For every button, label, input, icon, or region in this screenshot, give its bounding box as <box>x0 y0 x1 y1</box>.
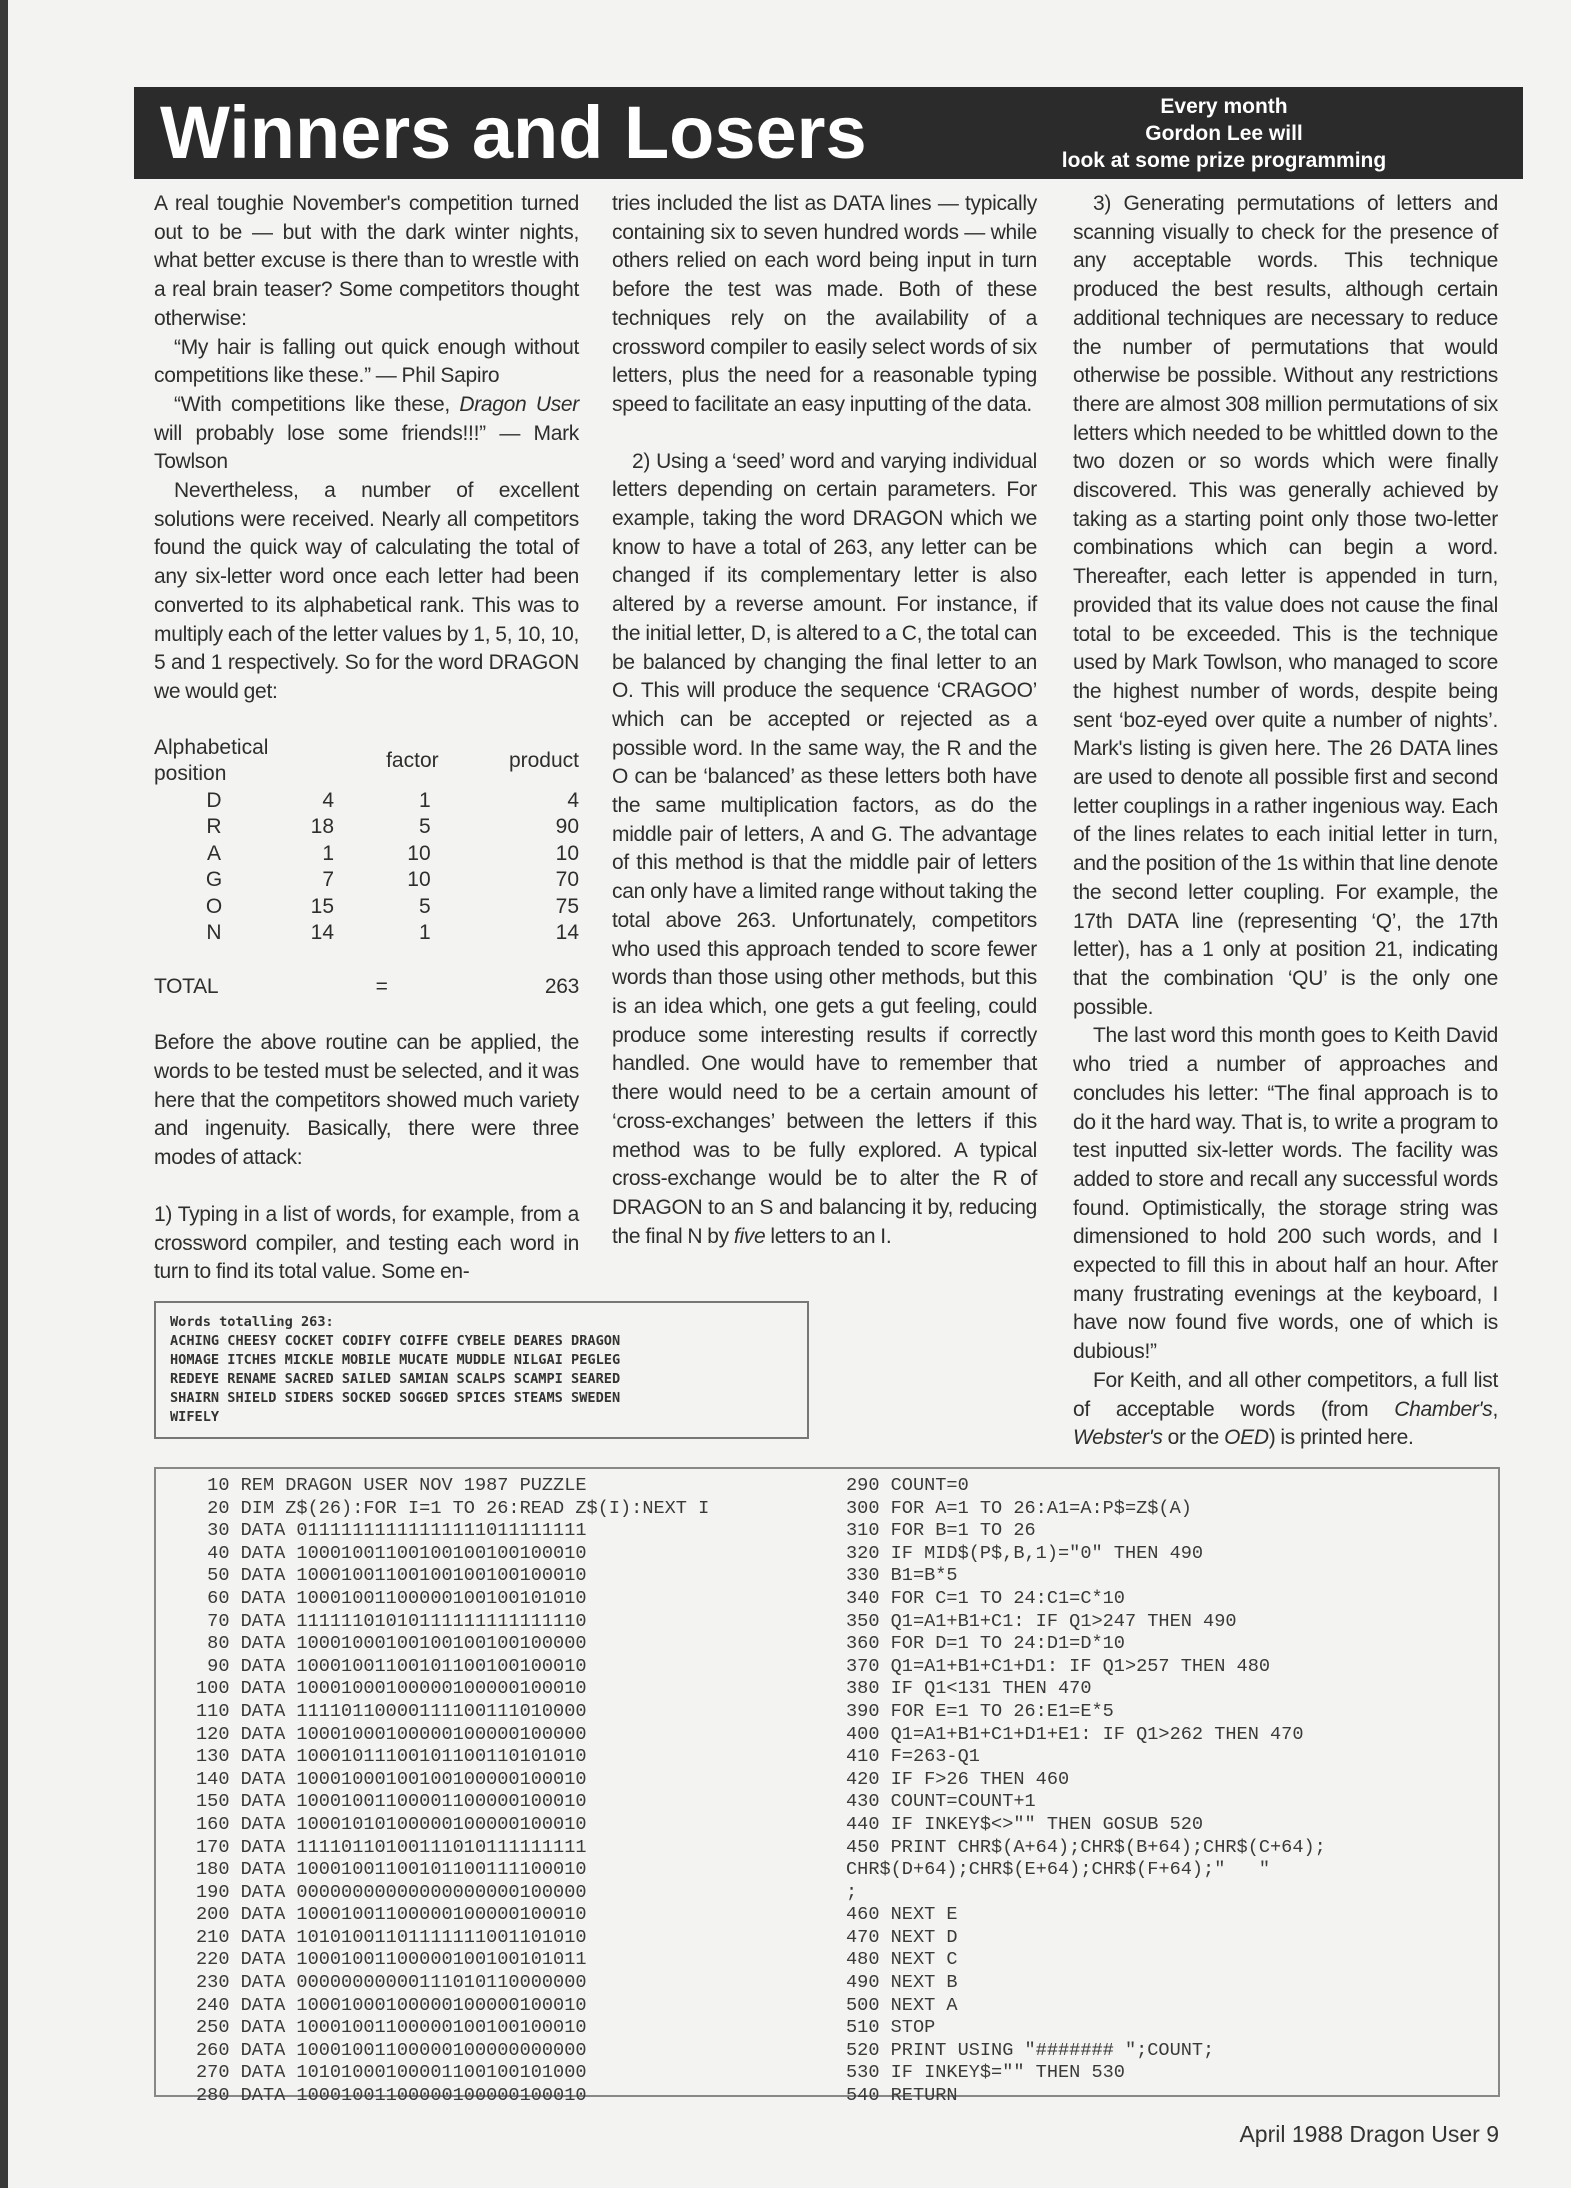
table-cell: 7 <box>322 868 334 892</box>
code-line: 200 DATA 10001001100000100000100010 <box>196 1904 587 1926</box>
paragraph <box>154 391 579 477</box>
code-line: 120 DATA 10001000100000100000100000 <box>196 1723 587 1745</box>
text-run: letters to an I. <box>765 1224 892 1248</box>
table-cell: 4 <box>567 788 579 812</box>
table-cell: G <box>205 868 223 892</box>
text-run: , <box>1492 1397 1498 1421</box>
code-line: 190 DATA 00000000000000000000100000 <box>196 1881 587 1903</box>
italic-text: Webster's <box>1073 1426 1163 1450</box>
text-column-3 <box>1073 190 1498 1453</box>
table-row <box>154 867 579 894</box>
table-cell: R <box>206 815 222 839</box>
code-line: 90 DATA 10001001100101100100100010 <box>196 1655 587 1677</box>
code-line: 170 DATA 11110110100111010111111111 <box>196 1836 587 1858</box>
table-cell: 75 <box>555 894 579 918</box>
table-row <box>154 788 579 815</box>
code-line: 400 Q1=A1+B1+C1+D1+E1: IF Q1>262 THEN 470 <box>846 1723 1304 1745</box>
paragraph <box>1073 1367 1498 1453</box>
table-cell: 10 <box>407 841 431 865</box>
code-line: 530 IF INKEY$="" THEN 530 <box>846 2062 1125 2084</box>
paragraph <box>1073 1022 1498 1366</box>
table-cell: 15 <box>310 894 334 918</box>
paragraph <box>154 1029 579 1173</box>
words-totalling-box <box>154 1301 809 1439</box>
text-run: ) is printed here. <box>1268 1426 1414 1450</box>
code-line: 130 DATA 10001011100101100110101010 <box>196 1746 587 1768</box>
code-line: 520 PRINT USING "####### ";COUNT; <box>846 2039 1215 2061</box>
article-header <box>134 87 1523 179</box>
paragraph <box>154 334 579 391</box>
code-line: 330 B1=B*5 <box>846 1565 958 1587</box>
code-line: 440 IF INKEY$<>"" THEN GOSUB 520 <box>846 1813 1204 1835</box>
text-run: Nevertheless, a number of excellent solutions were received. Nearly all competitors found the quick way of calculating the total of any six-letter word once each letter had been converted to its alphabetical rank. This was to multiply each of the letter values by 1, 5, 10, 10, 5 and 1 respectively. So for the word DRAGON we would get: <box>154 479 579 703</box>
code-line: 30 DATA 01111111111111111011111111 <box>196 1520 587 1542</box>
code-line: 500 NEXT A <box>846 1994 958 2016</box>
code-line: 150 DATA 10001001100001100000100010 <box>196 1791 587 1813</box>
listing-right-column <box>846 1475 1326 2108</box>
table-row <box>154 894 579 921</box>
code-line: 510 STOP <box>846 2017 936 2039</box>
table-cell: 10 <box>407 868 431 892</box>
code-line: 460 NEXT E <box>846 1904 958 1926</box>
word-list-line: WIFELY <box>170 1409 220 1425</box>
code-line: 230 DATA 00000000000111010110000000 <box>196 1972 587 1994</box>
text-run: tries included the list as DATA lines — typically containing six to seven hundred words — while others relied on each word being input in turn before the test was made. Both of these techniques rely on the availability of a crossword compiler to easily select words of six letters, plus the need for a reasonable typing speed to facilitate an easy inputting of the data. <box>612 192 1037 416</box>
italic-text: Chamber's <box>1394 1397 1493 1421</box>
table-cell: 14 <box>310 921 334 945</box>
program-listing <box>154 1467 1500 2107</box>
code-line: 20 DIM Z$(26):FOR I=1 TO 26:READ Z$(I):NEXT I <box>196 1497 710 1519</box>
article-subtitle <box>1034 93 1414 174</box>
text-run: will probably lose some friends!!!” — Mark Towlson <box>154 421 579 474</box>
header-product: product <box>508 748 579 772</box>
code-line: 280 DATA 10001001100000100000100010 <box>196 2085 587 2107</box>
code-line: 180 DATA 10001001100101100111100010 <box>196 1859 587 1881</box>
table-cell: 14 <box>555 921 579 945</box>
table-row <box>154 814 579 841</box>
code-line: 70 DATA 11111101010111111111111110 <box>196 1610 587 1632</box>
text-run: For Keith, and all other competitors, a full list of acceptable words (from <box>1073 1368 1498 1421</box>
text-run: 2) Using a ‘seed’ word and varying individual letters depending on certain parameters. For example, taking the word DRAGON which we know to have a total of 263, any letter can be changed if its complementary letter is also altered by a reverse amount. For instance, if the initial letter, D, is altered to a C, the total can be balanced by changing the final letter to an O. This will produce the sequence ‘CRAGOO’ which can be accepted or rejected as a possible word. In the same way, the R and the O can be ‘balanced’ as these letters both have the same multiplication factors, as do the middle pair of letters, A and G. The advantage of this method is that the middle pair of letters can only have a limited range without taking the total above 263. Unfortunately, competitors who used this approach tended to score fewer words than those using other methods, but this is an idea which, one gets a gut feeling, could produce some interesting results if correctly handled. One would have to remember that there would need to be a certain amount of ‘cross-exchanges’ between the letters if this method was to be fully explored. A typical cross-exchange would be to alter the R of DRAGON to an S and balancing it by, reducing the final N by <box>612 449 1037 1248</box>
text-run: or the <box>1162 1426 1225 1450</box>
page-gutter <box>0 0 8 2188</box>
code-line: 490 NEXT B <box>846 1972 958 1994</box>
code-line: 140 DATA 10001000100100100000100010 <box>196 1768 587 1790</box>
code-line: 350 Q1=A1+B1+C1: IF Q1>247 THEN 490 <box>846 1610 1237 1632</box>
table-header-row <box>154 735 579 788</box>
words-heading: Words totalling 263: <box>170 1314 334 1330</box>
code-line: 540 RETURN <box>846 2085 958 2107</box>
code-line: 160 DATA 10001010100000100000100010 <box>196 1813 587 1835</box>
table-cell: A <box>206 841 221 865</box>
code-line: 250 DATA 10001001100000100100100010 <box>196 2017 587 2039</box>
code-line: 360 FOR D=1 TO 24:D1=D*10 <box>846 1633 1125 1655</box>
code-line: 220 DATA 10001001100000100100101011 <box>196 1949 587 1971</box>
code-line: 370 Q1=A1+B1+C1+D1: IF Q1>257 THEN 480 <box>846 1655 1271 1677</box>
text-run: A real toughie November's competition turned out to be — but with the dark winter nights, what better excuse is there than to wrestle with a real brain teaser? Some competitors thought otherwise: <box>154 192 579 330</box>
code-line: 480 NEXT C <box>846 1949 958 1971</box>
text-column-2 <box>612 190 1037 1251</box>
paragraph <box>154 190 579 334</box>
code-line: 50 DATA 10001001100100100100100010 <box>196 1565 587 1587</box>
code-line: 390 FOR E=1 TO 26:E1=E*5 <box>846 1700 1114 1722</box>
paragraph <box>154 477 579 707</box>
table-cell: 4 <box>322 788 334 812</box>
code-line: 470 NEXT D <box>846 1926 958 1948</box>
paragraph <box>612 190 1037 420</box>
table-cell: D <box>206 788 222 812</box>
total-row <box>154 973 579 1002</box>
code-line: ; <box>846 1881 858 1903</box>
code-line: 210 DATA 10101001101111111001101010 <box>196 1926 587 1948</box>
code-line: 320 IF MID$(P$,B,1)="0" THEN 490 <box>846 1542 1204 1564</box>
paragraph <box>1073 190 1498 1022</box>
table-cell: N <box>206 921 222 945</box>
table-cell: 18 <box>310 815 334 839</box>
header-position: Alphabetical position <box>154 735 269 786</box>
code-line: 240 DATA 10001000100000100000100010 <box>196 1994 587 2016</box>
code-line: 290 COUNT=0 <box>846 1475 969 1496</box>
table-row <box>154 920 579 947</box>
table-cell: 1 <box>418 788 431 812</box>
code-line: 450 PRINT CHR$(A+64);CHR$(B+64);CHR$(C+64); <box>846 1836 1326 1858</box>
total-label: TOTAL <box>154 974 219 998</box>
text-column-1 <box>154 190 579 1287</box>
table-row <box>154 841 579 868</box>
paragraph <box>154 1201 579 1287</box>
text-run: The last word this month goes to Keith David who tried a number of approaches and concludes his letter: “The final approach is to do it the hard way. That is, to write a program to test inputted six-letter words. The facility was added to store and recall any successful words found. Optimistically, the storage string was dimensioned to hold 200 such words, and I expected to fill this in about half an hour. After many frustrating evenings at the keyboard, I have now found five words, one of which is dubious!” <box>1073 1024 1498 1364</box>
table-cell: 70 <box>555 868 579 892</box>
page-footer: April 1988 Dragon User 9 <box>1239 2121 1499 2147</box>
code-line: CHR$(D+64);CHR$(E+64);CHR$(F+64);" " <box>846 1859 1271 1881</box>
listing-left-column <box>196 1475 709 2108</box>
table-cell: 5 <box>418 815 431 839</box>
total-value: 263 <box>544 974 579 998</box>
table-cell: 1 <box>418 921 431 945</box>
code-line: 380 IF Q1<131 THEN 470 <box>846 1678 1092 1700</box>
code-line: 40 DATA 10001001100100100100100010 <box>196 1542 587 1564</box>
table-cell: 5 <box>418 894 431 918</box>
code-line: 410 F=263-Q1 <box>846 1746 980 1768</box>
code-line: 110 DATA 11110110000111100111010000 <box>196 1700 587 1722</box>
code-line: 270 DATA 10101000100001100100101000 <box>196 2062 587 2084</box>
table-cell: 1 <box>322 841 334 865</box>
table-cell: 90 <box>555 815 579 839</box>
code-line: 260 DATA 10001001100000100000000000 <box>196 2039 587 2061</box>
italic-text: five <box>733 1224 766 1248</box>
subtitle-line: Every month <box>1160 95 1288 118</box>
word-list-line: SHAIRN SHIELD SIDERS SOCKED SOGGED SPICES STEAMS SWEDEN <box>170 1390 621 1406</box>
code-line: 10 REM DRAGON USER NOV 1987 PUZZLE <box>196 1475 587 1496</box>
table-cell: O <box>205 894 223 918</box>
code-line: 80 DATA 10001000100100100100100000 <box>196 1633 587 1655</box>
word-list-line: ACHING CHEESY COCKET CODIFY COIFFE CYBELE DEARES DRAGON <box>170 1333 621 1349</box>
article-title: Winners and Losers <box>160 91 867 174</box>
code-line: 340 FOR C=1 TO 24:C1=C*10 <box>846 1587 1125 1609</box>
table-cell: 10 <box>555 841 579 865</box>
total-equals: = <box>375 974 388 998</box>
italic-text: Dragon User <box>459 392 579 416</box>
text-run: 3) Generating permutations of letters and scanning visually to check for the presence of any acceptable words. This technique produced the best results, although certain additional techniques are necessary to reduce the number of permutations that would otherwise be possible. Without any restrictions there are almost 308 million permutations of six letters which needed to be whittled down to the two dozen or so words which were finally discovered. This was generally achieved by taking as a starting point only those two-letter combinations which can begin a word. Thereafter, each letter is appended in turn, provided that its value does not cause the final total to be exceeded. This is the technique used by Mark Towlson, who managed to score the highest number of words, despite being sent ‘boz-eyed over quite a number of nights’. Mark's listing is given here. The 26 DATA lines are used to denote all possible first and second letter couplings in a rather ingenious way. Each of the lines relates to each initial letter in turn, and the position of the 1s within that line denote the second letter coupling. For example, the 17th DATA line (representing ‘Q’, the 17th letter), has a 1 only at position 21, indicating that the combination ‘QU’ is the only one possible. <box>1073 192 1498 1019</box>
text-run: “My hair is falling out quick enough without competitions like these.” — Phil Sapiro <box>154 335 579 388</box>
header-factor: factor <box>386 748 439 772</box>
word-list-line: REDEYE RENAME SACRED SAILED SAMIAN SCALPS SCAMPI SEARED <box>170 1371 621 1387</box>
text-run: “With competitions like these, <box>174 392 460 416</box>
code-line: 420 IF F>26 THEN 460 <box>846 1768 1070 1790</box>
subtitle-line: look at some prize programming <box>1061 149 1387 172</box>
paragraph <box>612 448 1037 1252</box>
italic-text: OED <box>1224 1426 1269 1450</box>
word-list-line: HOMAGE ITCHES MICKLE MOBILE MUCATE MUDDLE NILGAI PEGLEG <box>170 1352 621 1368</box>
text-run: 1) Typing in a list of words, for example, from a crossword compiler, and testing each word in turn to find its total value. Some en- <box>154 1202 579 1284</box>
code-line: 100 DATA 10001000100000100000100010 <box>196 1678 587 1700</box>
text-run: Before the above routine can be applied, the words to be tested must be selected, and it was here that the competitors showed much variety and ingenuity. Basically, there were three modes of attack: <box>154 1031 579 1170</box>
code-line: 310 FOR B=1 TO 26 <box>846 1520 1036 1542</box>
dragon-calculation-table <box>154 735 579 947</box>
subtitle-line: Gordon Lee will <box>1145 122 1303 145</box>
code-line: 300 FOR A=1 TO 26:A1=A:P$=Z$(A) <box>846 1497 1192 1519</box>
code-line: 60 DATA 10001001100000100100101010 <box>196 1587 587 1609</box>
code-line: 430 COUNT=COUNT+1 <box>846 1791 1036 1813</box>
